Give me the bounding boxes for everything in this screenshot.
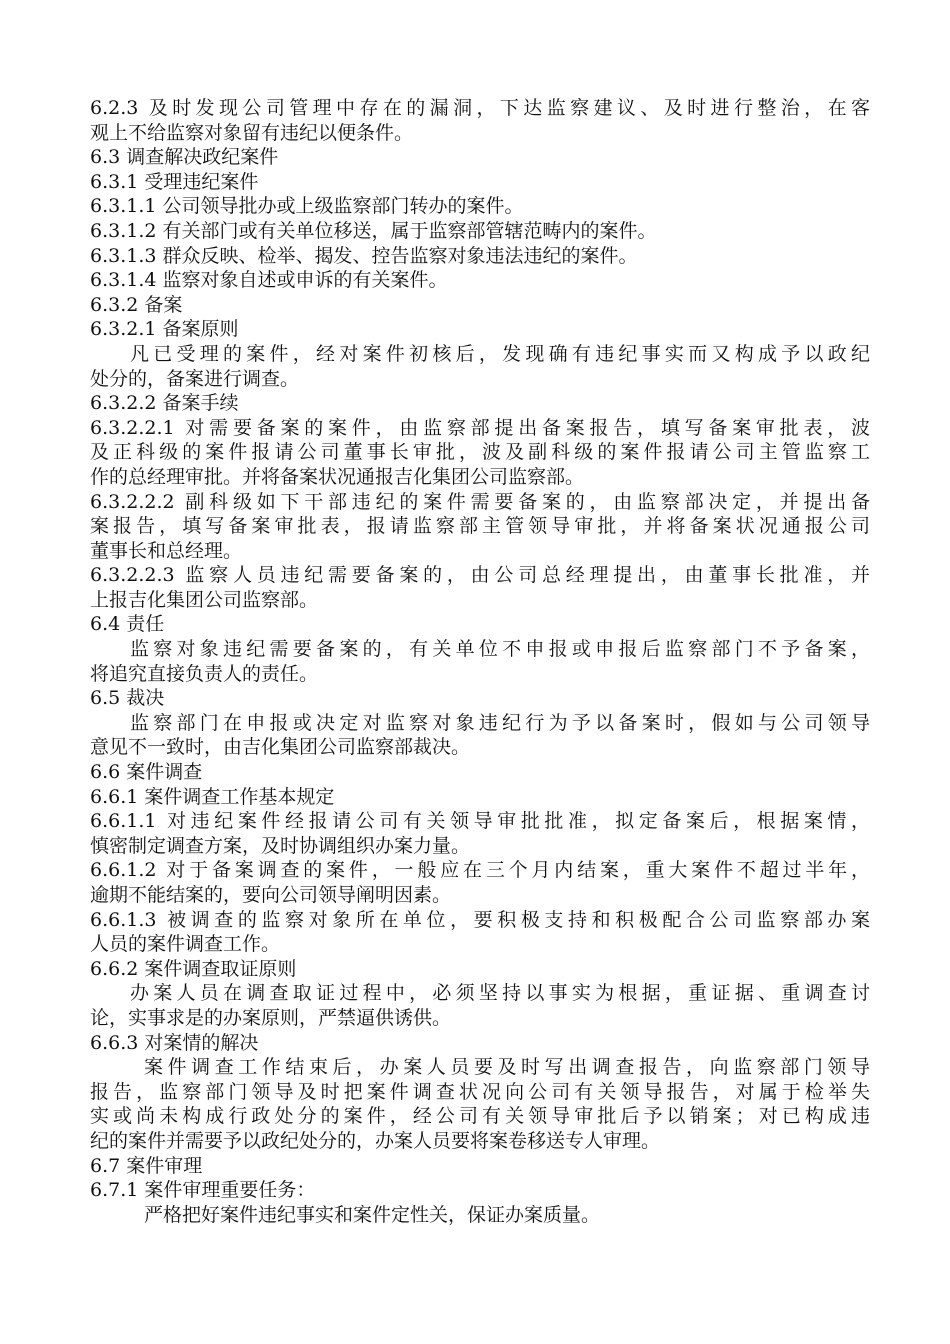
text-line: 作的总经理审批。并将备案状况通报吉化集团公司监察部。 xyxy=(90,465,585,488)
text-line: 纪的案件并需要予以政纪处分的，办案人员要将案卷移送专人审理。 xyxy=(90,1129,661,1152)
text-line: 案报告，填写备案审批表，报请监察部主管领导审批，并将备案状况通报公司 xyxy=(90,515,870,538)
text-line: 人员的案件调查工作。 xyxy=(90,933,281,956)
text-line: 6.6.1.2 对于备案调查的案件，一般应在三个月内结案，重大案件不超过半年， xyxy=(90,859,870,882)
subsection-heading: 6.6.1 案件调查工作基本规定 xyxy=(90,785,335,808)
text-line: 案件调查工作结束后，办案人员要及时写出调查报告，向监察部门领导 xyxy=(144,1056,870,1079)
text-line: 办案人员在调查取证过程中，必须坚持以事实为根据，重证据、重调查讨 xyxy=(130,982,870,1005)
subsection-heading: 6.3.1 受理违纪案件 xyxy=(90,170,259,193)
text-line: 监察部门在申报或决定对监察对象违纪行为予以备案时，假如与公司领导 xyxy=(130,711,870,734)
subsection-heading: 6.3.2 备案 xyxy=(90,293,183,316)
text-line: 及正科级的案件报请公司董事长审批，波及副科级的案件报请公司主管监察工 xyxy=(90,441,870,464)
text-line: 观上不给监察对象留有违纪以便条件。 xyxy=(90,121,414,144)
text-line: 实或尚未构成行政处分的案件，经公司有关领导审批后予以销案；对已构成违 xyxy=(90,1105,870,1128)
text-line: 意见不一致时，由吉化集团公司监察部裁决。 xyxy=(90,736,471,759)
text-line: 6.6.1.3 被调查的监察对象所在单位，要积极支持和积极配合公司监察部办案 xyxy=(90,908,870,931)
section-heading: 6.7 案件审理 xyxy=(90,1154,203,1177)
section-heading: 6.6 案件调查 xyxy=(90,761,203,784)
text-line: 6.3.2.2.2 副科级如下干部违纪的案件需要备案的，由监察部决定，并提出备 xyxy=(90,490,870,513)
text-line: 6.2.3 及时发现公司管理中存在的漏洞，下达监察建议、及时进行整治，在客 xyxy=(90,97,870,119)
text-line: 监察对象违纪需要备案的，有关单位不申报或申报后监察部门不予备案， xyxy=(130,638,870,661)
subsection-heading: 6.6.3 对案情的解决 xyxy=(90,1031,259,1054)
text-line: 6.6.1.1 对违纪案件经报请公司有关领导审批批准，拟定备案后，根据案情， xyxy=(90,810,870,833)
text-line: 6.3.2.2.1 对需要备案的案件，由监察部提出备案报告，填写备案审批表，波 xyxy=(90,416,870,439)
text-line: 上报吉化集团公司监察部。 xyxy=(90,588,319,611)
text-line: 6.3.2.2.3 监察人员违纪需要备案的，由公司总经理提出，由董事长批准，并 xyxy=(90,564,870,587)
text-line: 逾期不能结案的，要向公司领导阐明因素。 xyxy=(90,884,452,906)
subsection-heading: 6.6.2 案件调查取证原则 xyxy=(90,957,297,980)
document-body xyxy=(90,96,870,1227)
text-line: 处分的，备案进行调查。 xyxy=(90,367,300,390)
section-heading: 6.3 调查解决政纪案件 xyxy=(90,146,279,169)
section-heading: 6.4 责任 xyxy=(90,613,165,636)
subsection-heading: 6.3.2.2 备案手续 xyxy=(90,392,239,415)
text-line: 6.3.1.4 监察对象自述或申诉的有关案件。 xyxy=(90,269,448,292)
text-line: 慎密制定调查方案，及时协调组织办案力量。 xyxy=(90,834,471,857)
text-line: 报告，监察部门领导及时把案件调查状况向公司有关领导报告，对属于检举失 xyxy=(90,1080,870,1103)
text-line: 6.3.1.1 公司领导批办或上级监察部门转办的案件。 xyxy=(90,195,524,218)
text-line: 6.3.1.2 有关部门或有关单位移送，属于监察部管辖范畴内的案件。 xyxy=(90,219,657,242)
text-line: 严格把好案件违纪事实和案件定性关，保证办案质量。 xyxy=(144,1203,601,1226)
text-line: 董事长和总经理。 xyxy=(90,539,243,562)
text-line: 将追究直接负责人的责任。 xyxy=(90,662,319,685)
subsection-heading: 6.7.1 案件审理重要任务： xyxy=(90,1179,316,1202)
section-heading: 6.5 裁决 xyxy=(90,687,165,710)
text-line: 论，实事求是的办案原则，严禁逼供诱供。 xyxy=(90,1006,452,1029)
text-line: 6.3.1.3 群众反映、检举、揭发、控告监察对象违法违纪的案件。 xyxy=(90,244,638,267)
subsection-heading: 6.3.2.1 备案原则 xyxy=(90,318,239,341)
text-line: 凡已受理的案件，经对案件初核后，发现确有违纪事实而又构成予以政纪 xyxy=(130,342,870,365)
